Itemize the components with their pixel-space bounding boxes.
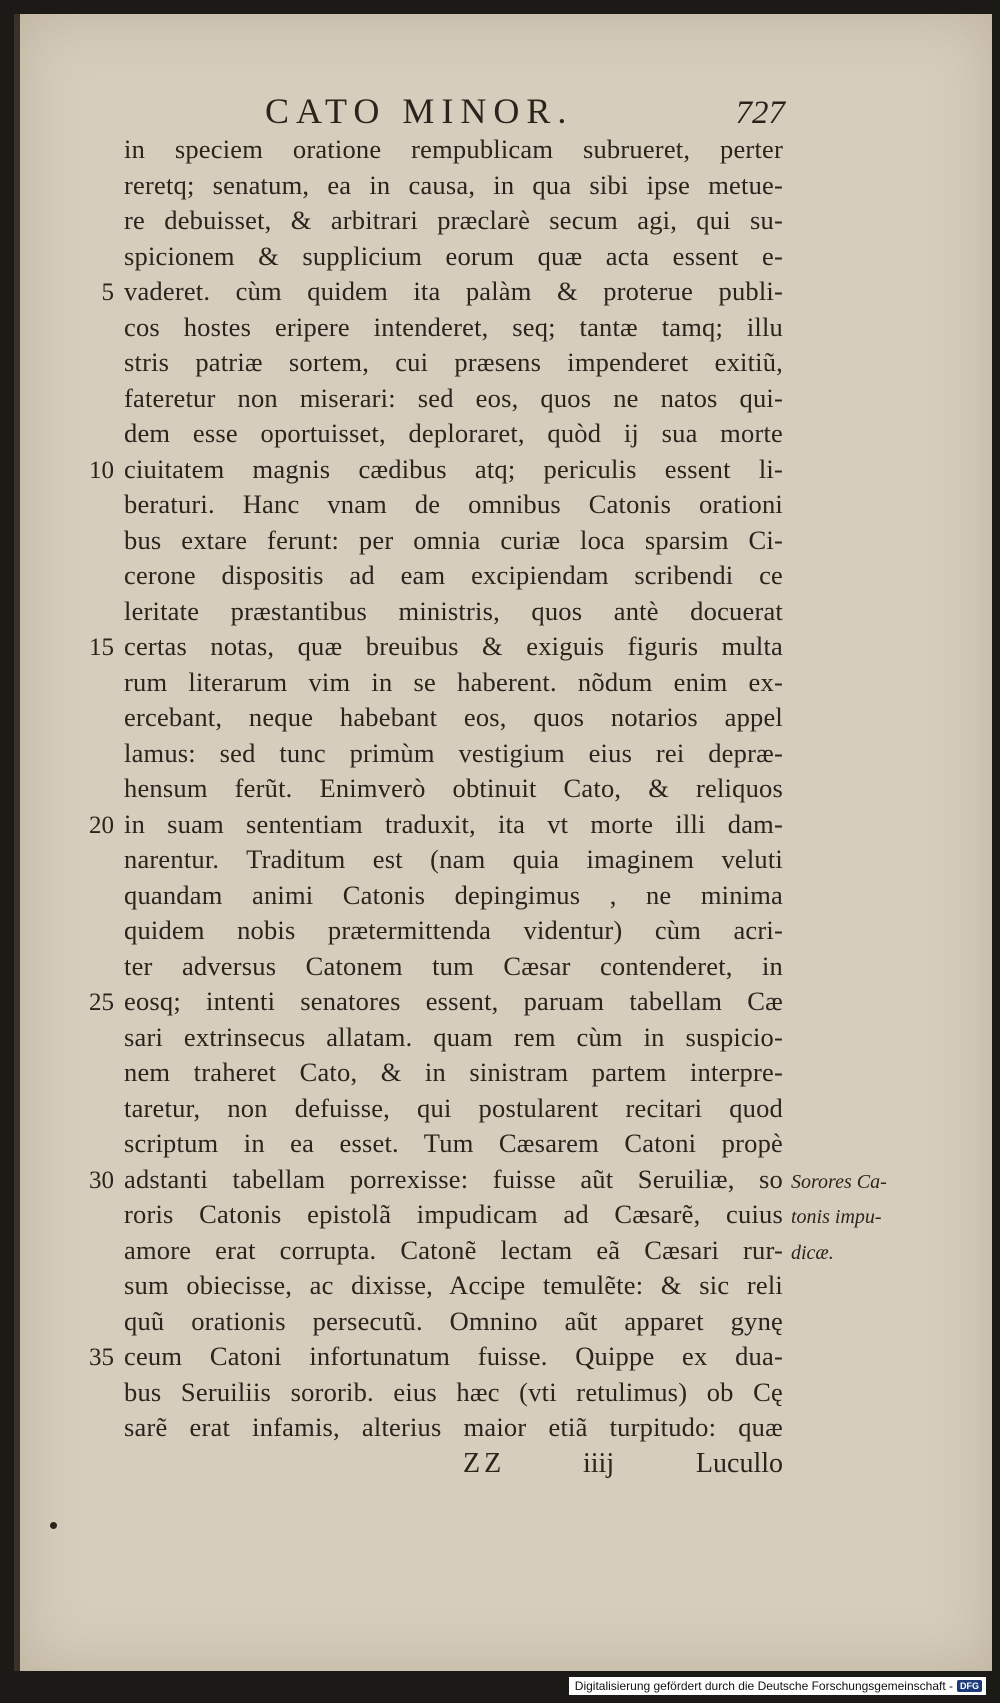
marginal-note: dicæ.	[791, 1241, 834, 1264]
line-text: nem traheret Cato, & in sinistram partem interpre-	[124, 1057, 783, 1087]
text-line	[60, 312, 1000, 348]
text-line	[60, 347, 1000, 383]
line-text: eosq; intenti senatores essent, paruam tabellam Cæ	[124, 986, 783, 1016]
line-text: spicionem & supplicium eorum quæ acta essent e-	[124, 240, 783, 271]
text-line	[60, 702, 1000, 738]
dfg-logo: DFG	[957, 1680, 982, 1692]
catchword: Lucullo	[695, 1447, 783, 1479]
line-number: 30	[89, 1166, 114, 1194]
signature-line	[60, 1448, 1000, 1488]
ink-dot	[50, 1522, 57, 1529]
text-line	[60, 1093, 1000, 1129]
text-line	[60, 1128, 1000, 1164]
line-text: hensum ferũt. Enimverò obtinuit Cato, & reliquos	[124, 773, 783, 803]
line-text: roris Catonis epistolã impudicam ad Cæsarẽ, cuius	[124, 1199, 783, 1229]
text-line	[60, 170, 1000, 206]
book-page	[14, 14, 992, 1671]
line-text: reretq; senatum, ea in causa, in qua sibi ipse metue-	[124, 169, 783, 200]
text-line	[60, 951, 1000, 987]
text-line	[60, 1057, 1000, 1093]
line-text: vaderet. cùm quidem ita palàm & proterue publi-	[124, 276, 783, 306]
text-line	[60, 1022, 1000, 1058]
line-text: narentur. Traditum est (nam quia imaginem veluti	[124, 844, 783, 874]
digitization-footer	[569, 1677, 986, 1695]
text-line	[60, 560, 1000, 596]
text-line	[60, 631, 1000, 667]
text-line	[60, 809, 1000, 845]
line-number: 15	[89, 634, 114, 661]
line-text: bus Seruiliis sororib. eius hæc (vti retulimus) ob Cę	[124, 1376, 783, 1407]
text-line	[60, 205, 1000, 241]
footer-credit: Digitalisierung gefördert durch die Deutsche Forschungsgemeinschaft -	[574, 1679, 953, 1693]
text-line	[60, 454, 1000, 490]
text-line	[60, 1235, 1000, 1271]
line-text: ceum Catoni infortunatum fuisse. Quippe ex dua-	[124, 1341, 783, 1371]
line-text: cerone dispositis ad eam excipiendam scribendi ce	[124, 560, 783, 590]
signature-wrap	[124, 1448, 783, 1480]
line-number: 20	[89, 811, 114, 839]
line-text: scriptum in ea esset. Tum Cæsarem Catoni propè	[124, 1128, 783, 1158]
running-head	[265, 90, 785, 130]
text-line	[60, 383, 1000, 419]
marginal-note: Sorores Ca-	[791, 1170, 887, 1193]
text-line	[60, 844, 1000, 880]
line-text: quũ orationis persecutũ. Omnino aũt apparet gynę	[124, 1305, 783, 1336]
text-line	[60, 1341, 1000, 1377]
text-line	[60, 1270, 1000, 1306]
text-line	[60, 418, 1000, 454]
line-number: 10	[89, 456, 114, 484]
line-text: lamus: sed tunc primùm vestigium eius rei depræ-	[124, 737, 783, 768]
text-line	[60, 1306, 1000, 1342]
line-text: re debuisset, & arbitrari præclarè secum agi, qui su-	[124, 205, 783, 235]
text-line	[60, 1164, 1000, 1200]
line-text: quandam animi Catonis depingimus , ne minima	[124, 879, 783, 910]
line-number: 25	[89, 989, 114, 1016]
line-text: ercebant, neque habebant eos, quos notarios appel	[124, 702, 783, 732]
text-line	[60, 773, 1000, 809]
line-text: in speciem oratione rempublicam subrueret, perter	[124, 134, 783, 164]
text-line	[60, 1199, 1000, 1235]
text-line	[60, 986, 1000, 1022]
line-text: dem esse oportuisset, deploraret, quòd ij sua morte	[124, 418, 783, 448]
line-text: stris patriæ sortem, cui præsens impenderet exitiũ,	[124, 347, 783, 377]
line-number: 35	[89, 1344, 114, 1371]
line-text: in suam sententiam traduxit, ita vt morte illi dam-	[124, 808, 783, 839]
text-line	[60, 880, 1000, 916]
text-line	[60, 738, 1000, 774]
line-text: sari extrinsecus allatam. quam rem cùm in suspicio-	[124, 1021, 783, 1052]
line-text: leritate præstantibus ministris, quos antè docuerat	[124, 595, 783, 626]
page-number: 727	[735, 95, 785, 131]
text-line	[60, 667, 1000, 703]
line-text: beraturi. Hanc vnam de omnibus Catonis orationi	[124, 489, 783, 519]
line-text: bus extare ferunt: per omnia curiæ loca sparsim Ci-	[124, 524, 783, 555]
text-line	[60, 915, 1000, 951]
line-text: taretur, non defuisse, qui postularent recitari quod	[124, 1092, 783, 1123]
text-block	[60, 134, 1000, 1488]
line-text: sum obiecisse, ac dixisse, Accipe temulẽte: & sic reli	[124, 1270, 783, 1300]
line-number: 5	[101, 279, 114, 306]
line-text: ciuitatem magnis cædibus atq; periculis essent li-	[124, 453, 783, 484]
text-line	[60, 241, 1000, 277]
line-text: ter adversus Catonem tum Cæsar contenderet, in	[124, 950, 783, 981]
line-text: quidem nobis prætermittenda videntur) cùm acri-	[124, 915, 783, 945]
text-line	[60, 1377, 1000, 1413]
text-line	[60, 596, 1000, 632]
text-line	[60, 525, 1000, 561]
line-text: sarẽ erat infamis, alterius maior etiã turpitudo: quæ	[124, 1412, 783, 1442]
running-title: CATO MINOR.	[265, 91, 574, 131]
text-line	[60, 276, 1000, 312]
line-text: rum literarum vim in se haberent. nõdum enim ex-	[124, 666, 783, 697]
line-text: amore erat corrupta. Catonẽ lectam eã Cæsari rur-	[124, 1234, 783, 1265]
signature-mark: ZZ	[463, 1447, 506, 1479]
line-text: certas notas, quæ breuibus & exiguis figuris multa	[124, 631, 783, 661]
line-text: fateretur non miserari: sed eos, quos ne natos qui-	[124, 382, 783, 413]
line-text: adstanti tabellam porrexisse: fuisse aũt Seruiliæ, so	[124, 1163, 783, 1194]
text-line	[60, 489, 1000, 525]
signature-number: iiij	[583, 1447, 615, 1479]
text-line	[60, 1412, 1000, 1448]
text-line	[60, 134, 1000, 170]
line-text: cos hostes eripere intenderet, seq; tantæ tamq; illu	[124, 311, 783, 342]
marginal-note: tonis impu-	[791, 1206, 882, 1228]
